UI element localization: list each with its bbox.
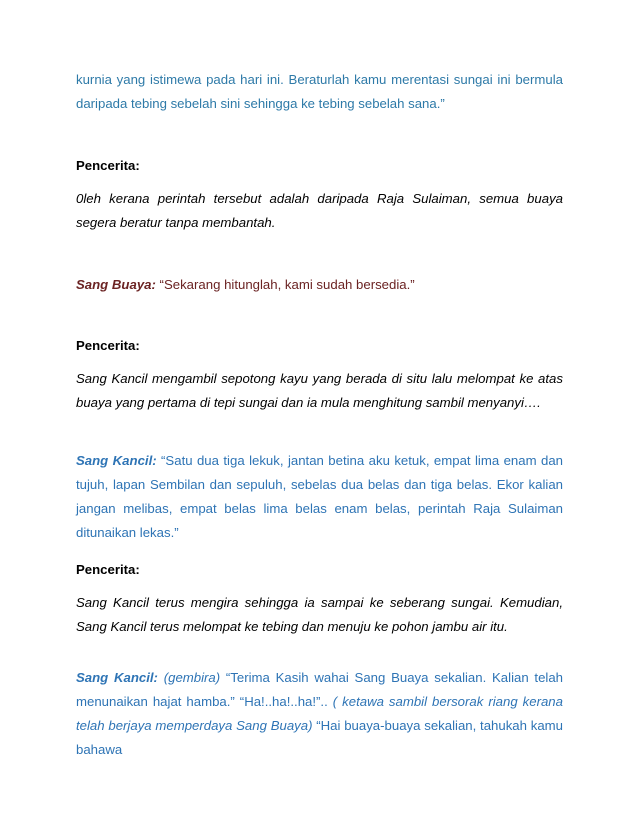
narrator-text: Sang Kancil terus mengira sehingga ia sampai ke seberang sungai. Kemudian, Sang Kancil terus melompat ke tebing dan menuju ke pohon jambu air itu. [76, 595, 563, 634]
narrator-label: Pencerita: [76, 158, 140, 173]
stage-direction: (gembira) [157, 670, 221, 685]
narrator-label: Pencerita: [76, 562, 140, 577]
kancil-dialogue-2 [76, 666, 563, 762]
dialogue-text: kurnia yang istimewa pada hari ini. Beraturlah kamu merentasi sungai ini bermula daripada tebing sebelah sini sehingga ke tebing sebelah sana.” [76, 72, 563, 111]
narrator-text: 0leh kerana perintah tersebut adalah daripada Raja Sulaiman, semua buaya segera beratur tanpa membantah. [76, 191, 563, 230]
stage-direction: ( ketawa sambil bersorak riang kerana telah berjaya memperdaya Sang Buaya) [76, 694, 563, 733]
buaya-dialogue [76, 273, 563, 297]
dialogue-text: “Terima Kasih wahai Sang Buaya sekalian. Kalian telah menunaikan hajat hamba.” “Ha!..ha!..ha!”.. [76, 670, 564, 709]
speaker-label-kancil: Sang Kancil: [76, 670, 158, 685]
dialogue-continuation [76, 68, 563, 116]
narrator-block-1 [76, 154, 563, 235]
kancil-dialogue-1 [76, 449, 563, 545]
dialogue-text: “Satu dua tiga lekuk, jantan betina aku ketuk, empat lima enam dan tujuh, lapan Sembilan dan sepuluh, sebelas dua belas dan tiga belas. Ekor kalian jangan melibas, empat belas lima belas enam belas, perintah Raja Sulaiman ditunaikan lekas.” [76, 453, 563, 540]
dialogue-text: “Hai buaya-buaya sekalian, tahukah kamu bahawa [76, 718, 563, 757]
speaker-label-kancil: Sang Kancil: [76, 453, 157, 468]
speaker-label-buaya: Sang Buaya: [76, 277, 156, 292]
dialogue-text: “Sekarang hitunglah, kami sudah bersedia.” [155, 277, 415, 292]
narrator-label: Pencerita: [76, 338, 140, 353]
narrator-block-3 [76, 558, 563, 639]
narrator-block-2 [76, 334, 563, 415]
narrator-text: Sang Kancil mengambil sepotong kayu yang berada di situ lalu melompat ke atas buaya yang pertama di tepi sungai dan ia mula menghitung sambil menyanyi…. [76, 371, 563, 410]
